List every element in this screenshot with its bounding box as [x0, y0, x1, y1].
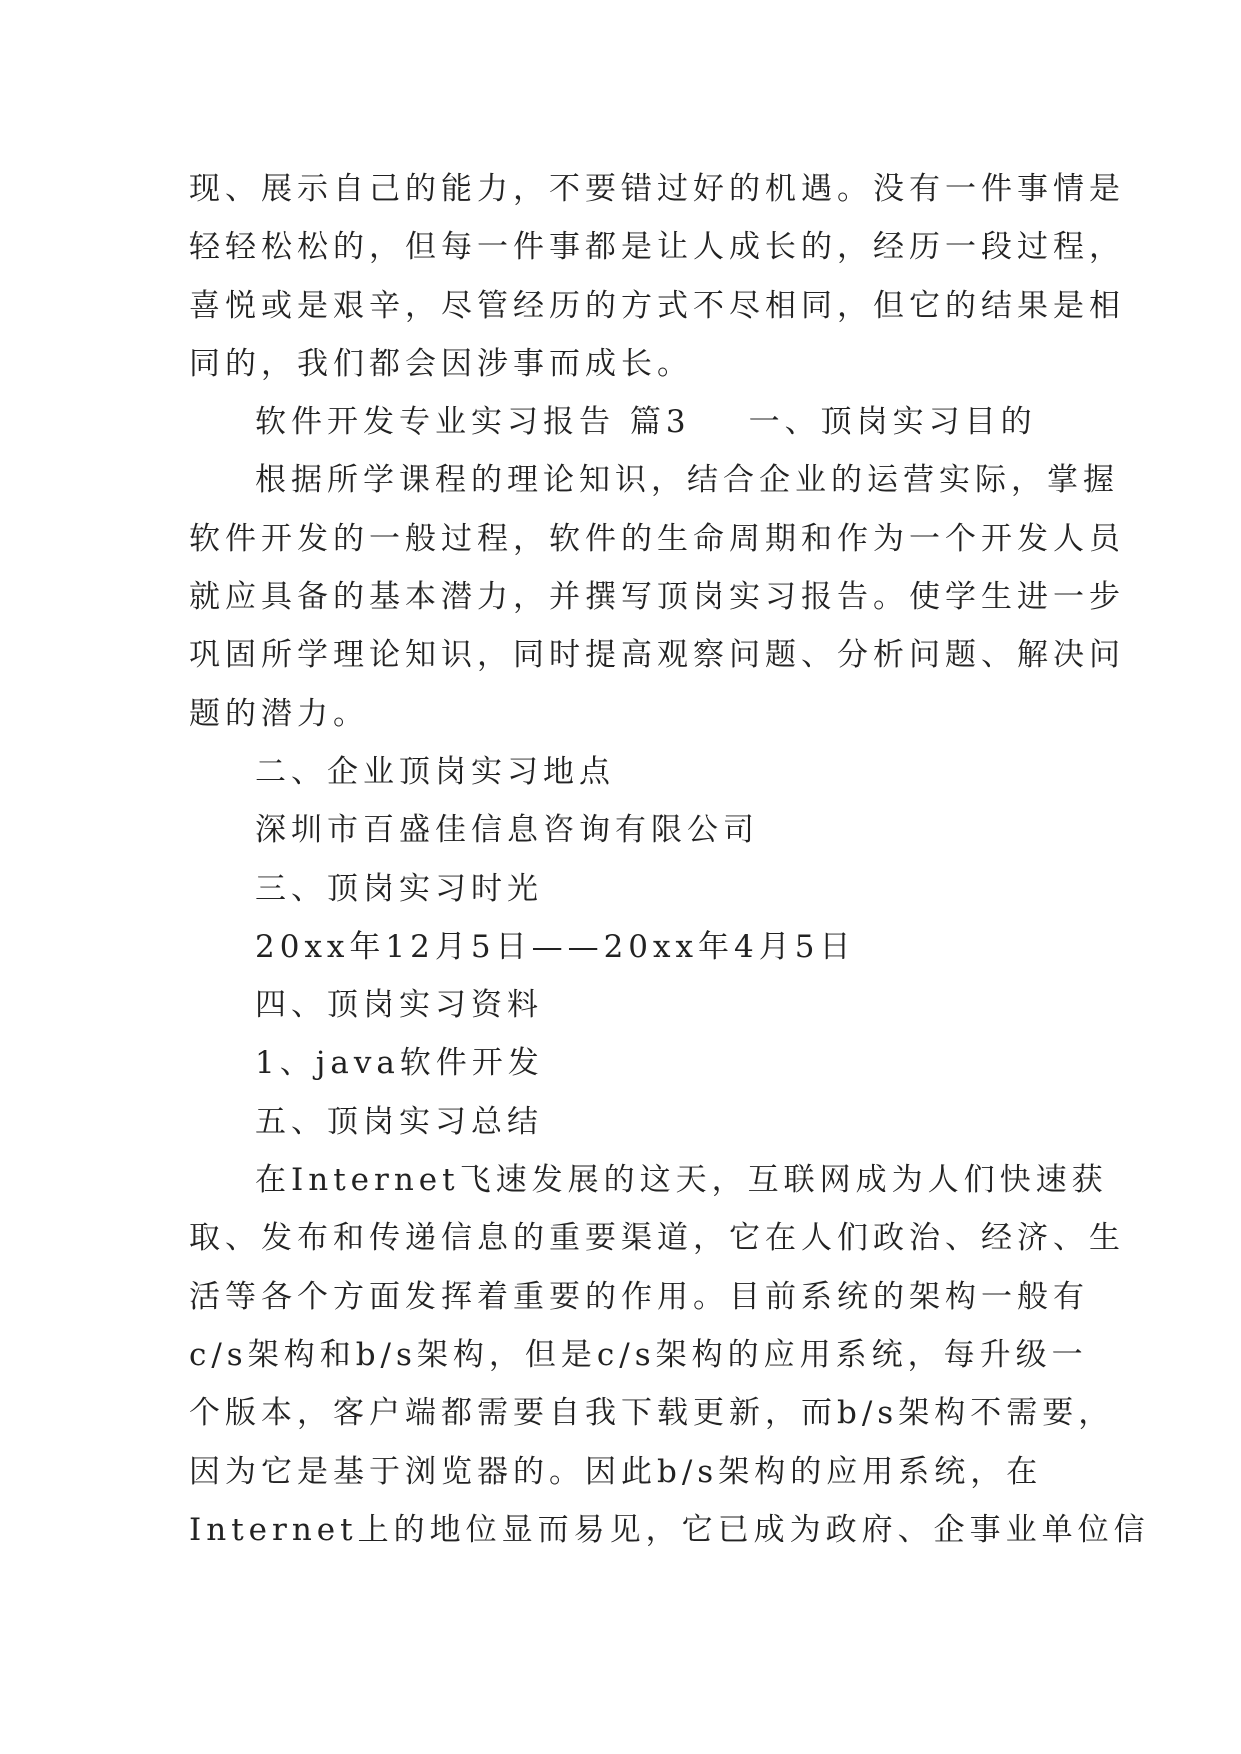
heading-location: 二、企业顶岗实习地点 — [255, 753, 615, 790]
section-heading-line — [189, 393, 1059, 451]
text-line: c/s架构和b/s架构，但是c/s架构的应用系统，每升级一 — [189, 1336, 1088, 1373]
text-line: 活等各个方面发挥着重要的作用。目前系统的架构一般有 — [189, 1278, 1089, 1315]
text-line: 巩固所学理论知识，同时提高观察问题、分析问题、解决问 — [189, 637, 1125, 674]
internship-period: 20xx年12月5日——20xx年4月5日 — [255, 928, 856, 965]
text-line: 轻轻松松的，但每一件事都是让人成长的，经历一段过程， — [189, 229, 1125, 266]
report-section-title: 软件开发专业实习报告 篇3 — [255, 404, 691, 441]
material-item: 1、java软件开发 — [255, 1045, 544, 1082]
text-line: 喜悦或是艰辛，尽管经历的方式不尽相同，但它的结果是相 — [189, 287, 1125, 324]
company-name: 深圳市百盛佳信息咨询有限公司 — [255, 812, 759, 849]
text-line: 根据所学课程的理论知识，结合企业的运营实际，掌握 — [255, 462, 1119, 499]
text-line: Internet上的地位显而易见，它已成为政府、企事业单位信 — [189, 1511, 1150, 1548]
text-line: 题的潜力。 — [189, 695, 369, 732]
heading-objective: 一、顶岗实习目的 — [748, 404, 1037, 441]
document-body — [189, 160, 1150, 1559]
text-line: 同的，我们都会因涉事而成长。 — [189, 345, 693, 382]
text-line: 取、发布和传递信息的重要渠道，它在人们政治、经济、生 — [189, 1220, 1125, 1257]
text-line: 因为它是基于浏览器的。因此b/s架构的应用系统，在 — [189, 1453, 1043, 1490]
text-line: 就应具备的基本潜力，并撰写顶岗实习报告。使学生进一步 — [189, 579, 1125, 616]
heading-materials: 四、顶岗实习资料 — [255, 987, 543, 1024]
heading-time: 三、顶岗实习时光 — [255, 870, 543, 907]
text-line: 在Internet飞速发展的这天，互联网成为人们快速获 — [255, 1162, 1108, 1199]
heading-summary: 五、顶岗实习总结 — [255, 1103, 543, 1140]
text-line: 个版本，客户端都需要自我下载更新，而b/s架构不需要， — [189, 1395, 1115, 1432]
text-line: 软件开发的一般过程，软件的生命周期和作为一个开发人员 — [189, 520, 1125, 557]
text-line: 现、展示自己的能力，不要错过好的机遇。没有一件事情是 — [189, 171, 1125, 207]
